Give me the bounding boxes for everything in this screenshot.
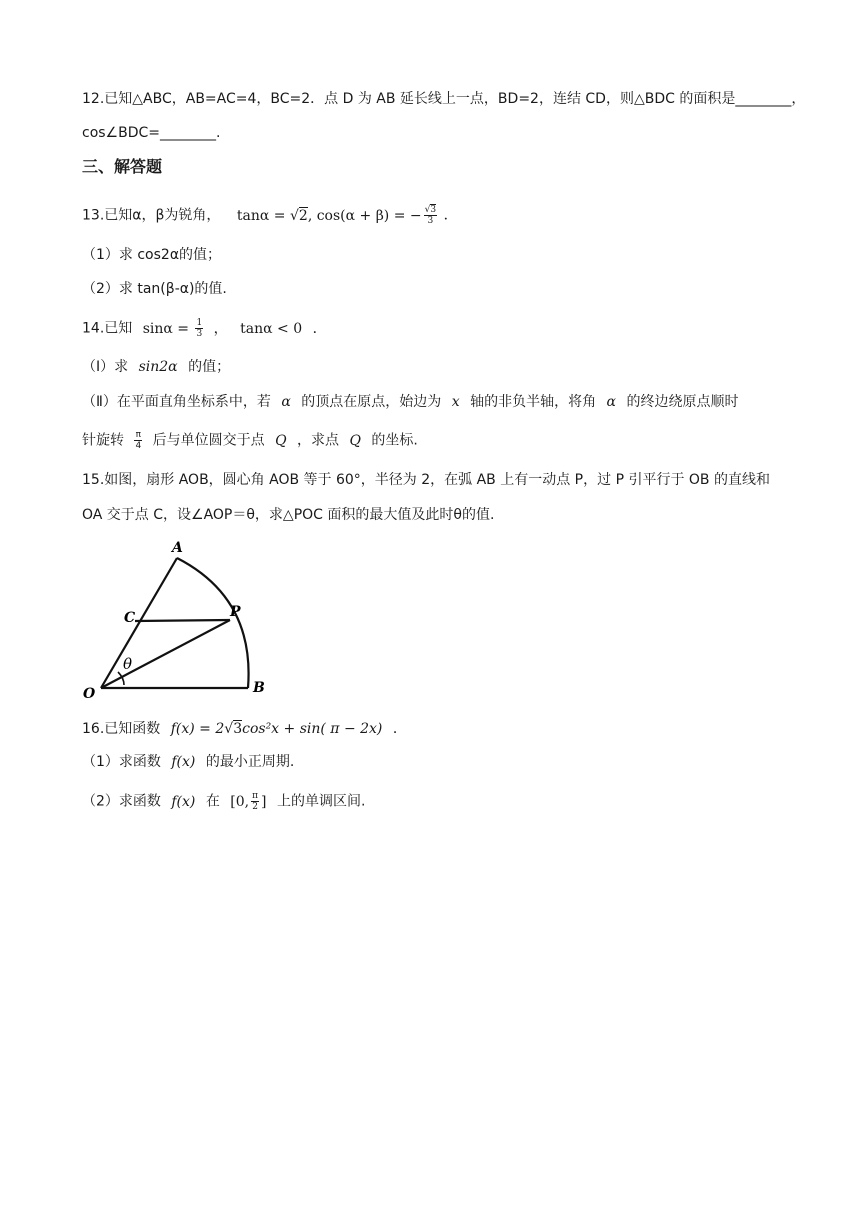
q14-Q-2: Q — [349, 432, 361, 449]
segment-CP — [135, 620, 230, 621]
q14-part2-line1 — [82, 392, 738, 412]
q16-interval-b: ] — [261, 793, 267, 810]
q14-prefix: 14.已知 — [82, 320, 133, 337]
q14-part2-a: （Ⅱ）在平面直角坐标系中，若 — [82, 394, 271, 410]
q14-part2-e: 针旋转 — [82, 432, 124, 449]
q13-part1: （1）求 cos2α的值； — [82, 247, 222, 263]
q16-interval-fraction — [251, 791, 259, 812]
q16-suffix: ． — [392, 721, 407, 737]
q14-part1-math: sin2α — [138, 359, 178, 375]
arc-AB — [177, 558, 249, 688]
q14-frac-den: 3 — [196, 329, 203, 339]
q16-part1 — [82, 752, 294, 772]
q14-part2-b: 的顶点在原点，始边为 — [301, 394, 442, 410]
q14-alpha-2: α — [606, 394, 616, 410]
q15-line1: 15.如图，扇形 AOB，圆心角 AOB 等于 60°，半径为 2，在弧 AB 上有一动点 P，过 P 引平行于 OB 的直线和 — [82, 472, 770, 488]
q16-part2 — [82, 791, 365, 812]
q14-four: 4 — [135, 441, 142, 451]
q16-part2-c: 上的单调区间. — [276, 793, 366, 810]
q16-part1-a: （1）求函数 — [82, 754, 161, 770]
q15-line2: OA 交于点 C，设∠AOP＝θ，求△POC 面积的最大值及此时θ的值. — [82, 507, 495, 523]
q16-f: f(x) = 2 — [170, 721, 225, 737]
q14-fraction — [195, 318, 203, 339]
q14-alpha-1: α — [281, 394, 291, 410]
q14-sin — [142, 318, 206, 339]
q13-sqrt2: 2 — [298, 207, 308, 224]
q16-sqrt3: 3 — [233, 721, 243, 737]
q16-interval-pi: π — [252, 791, 259, 801]
q13-frac-num: 3 — [430, 205, 437, 215]
q14-part2-line2 — [82, 430, 418, 451]
q14-part1 — [82, 357, 230, 377]
q14-Q-1: Q — [275, 432, 287, 449]
q12-line2: cos∠BDC=________. — [82, 125, 221, 141]
q14-part2-f: 后与单位圆交于点 — [152, 432, 265, 449]
q14-part2-c: 轴的非负半轴，将角 — [470, 394, 597, 410]
q14-part2-d: 的终边绕原点顺时 — [626, 394, 739, 410]
q16-interval — [230, 791, 267, 812]
q13-stem — [82, 205, 458, 226]
q14-pi: π — [135, 430, 142, 440]
q14-x: x — [451, 394, 460, 410]
label-P: P — [230, 604, 241, 620]
q16-stem — [82, 719, 407, 739]
q16-interval-two: 2 — [252, 802, 258, 812]
q14-part2-g: ，求点 — [297, 432, 340, 449]
label-theta: θ — [123, 655, 133, 673]
label-C: C — [124, 610, 136, 626]
q13-formula: tanα = √2, cos(α + β) = − $\frac{√3}{3}$ — [236, 205, 437, 226]
q13-prefix: 13.已知α，β为锐角， — [82, 207, 221, 224]
q16-formula: f(x) = 2√3cos²x + sin( π − 2x) — [170, 721, 383, 737]
section-heading: 三、解答题 — [82, 157, 163, 176]
q13-frac-den: 3 — [427, 216, 434, 226]
q16-part1-fx: f(x) — [171, 754, 196, 770]
q14-sep: ， — [213, 320, 228, 337]
q13-suffix: ． — [443, 207, 458, 224]
q16-part2-b: 在 — [205, 793, 220, 810]
q14-stem — [82, 318, 327, 339]
label-A: A — [172, 540, 183, 556]
q14-sin-text: sinα = — [142, 320, 194, 337]
q13-cos: , cos(α + β) = − — [307, 207, 422, 224]
q14-suffix: ． — [312, 320, 327, 337]
q14-part1-a: （Ⅰ）求 — [82, 359, 129, 375]
q16-part2-a: （2）求函数 — [82, 793, 161, 810]
label-B: B — [253, 680, 265, 696]
sector-figure — [80, 538, 270, 700]
q14-tan: tanα < 0 — [240, 320, 303, 337]
q14-frac-num: 1 — [196, 318, 203, 328]
q16-rest: cos²x + sin( π − 2x) — [242, 721, 383, 737]
q14-part1-b: 的值； — [188, 359, 231, 375]
q12-line1: 12.已知△ABC，AB=AC=4，BC=2．点 D 为 AB 延长线上一点，BD=2，连结 CD，则△BDC 的面积是________， — [82, 91, 806, 107]
q16-prefix: 16.已知函数 — [82, 721, 161, 737]
q14-pi-fraction — [134, 430, 142, 451]
q16-interval-a: [0, — [230, 793, 250, 810]
q13-fraction: $\frac{√3}{3}$ — [424, 205, 437, 226]
label-O: O — [83, 686, 96, 700]
q16-part1-b: 的最小正周期. — [205, 754, 295, 770]
q14-part2-h: 的坐标. — [371, 432, 418, 449]
q13-tan: tanα = — [236, 207, 290, 224]
q13-part2: （2）求 tan(β-α)的值. — [82, 281, 227, 297]
q16-part2-fx: f(x) — [171, 793, 196, 810]
